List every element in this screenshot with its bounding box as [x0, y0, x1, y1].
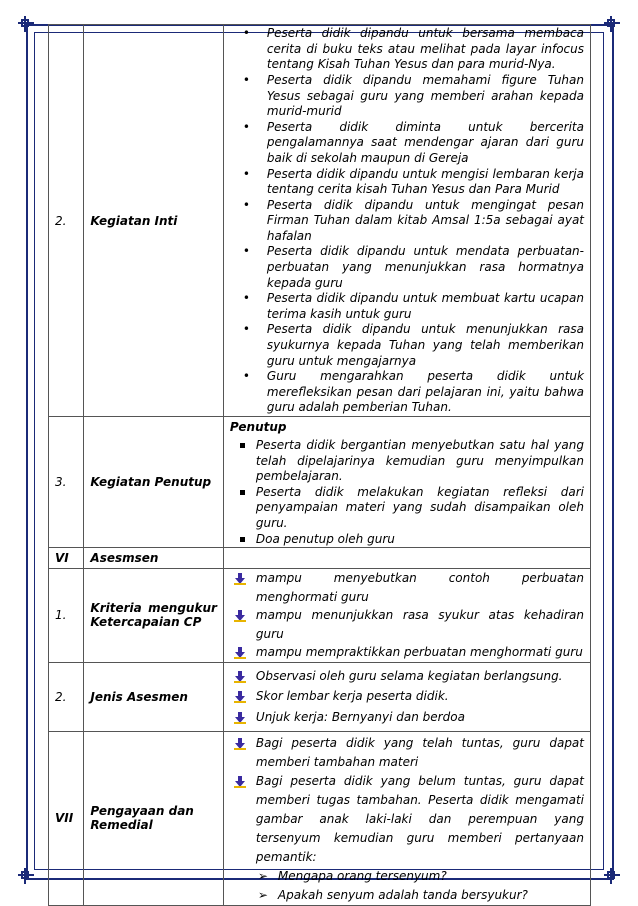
bullet-arrow-icon: [234, 646, 246, 658]
list-item: [230, 120, 584, 167]
corner-ornament: [18, 868, 34, 884]
list-item: [230, 606, 584, 643]
bullet-dot-icon: •: [242, 26, 250, 41]
list-item-text: Observasi oleh guru selama kegiatan berlangsung.: [255, 668, 563, 683]
list-item: [230, 569, 584, 606]
list-item-text: Peserta didik dipandu untuk mengisi lembaran kerja tentang cerita kisah Tuhan Yesus dan Para Murid: [266, 166, 584, 197]
row-kegiatan-penutup: [49, 417, 591, 548]
list-item: [230, 322, 584, 369]
list-item: [230, 198, 584, 245]
kriteria-list: [230, 569, 584, 662]
list-item: [230, 532, 584, 548]
list-item: [230, 438, 584, 485]
bullet-square-icon: [240, 537, 245, 542]
kegiatan-inti-list: [230, 26, 584, 416]
row-number: VII: [49, 731, 84, 905]
list-item-text: Peserta didik dipandu untuk menunjukkan rasa syukurnya kepada Tuhan yang telah memberikan guru untuk mengajarnya: [266, 322, 584, 368]
list-item: [230, 734, 584, 772]
bullet-square-icon: [240, 443, 245, 448]
row-label: Kegiatan Penutup: [84, 417, 224, 548]
corner-ornament: [18, 16, 34, 32]
row-label: Jenis Asesmen: [84, 662, 224, 731]
row-kegiatan-inti: [49, 25, 591, 417]
pertanyaan-pemantik-list: [230, 867, 584, 905]
bullet-arrow-icon: [234, 775, 246, 787]
bullet-arrow-icon: [234, 710, 246, 722]
list-item: [230, 686, 584, 707]
bullet-dot-icon: •: [242, 166, 250, 181]
corner-ornament: [604, 868, 620, 884]
list-item-text: Peserta didik bergantian menyebutkan satu hal yang telah dipelajarinya kemudian guru menyimpulkan pembelajaran.: [255, 438, 584, 484]
bullet-arrow-icon: [234, 737, 246, 749]
list-item-text: Peserta didik dipandu untuk bersama membaca cerita di buku teks atau melihat pada layar infocus tentang Kisah Tuhan Yesus dan para murid-Nya.: [266, 26, 584, 72]
bullet-dot-icon: •: [242, 322, 250, 337]
list-item-text: Peserta didik dipandu untuk membuat kartu ucapan terima kasih untuk guru: [266, 291, 584, 321]
list-item-text: Peserta didik dipandu untuk mendata perbuatan-perbuatan yang menunjukkan rasa hormatnya kepada guru: [266, 244, 584, 290]
list-item-text: Unjuk kerja: Bernyanyi dan berdoa: [255, 709, 465, 724]
bullet-arrow-icon: [234, 669, 246, 681]
bullet-dot-icon: •: [242, 197, 250, 212]
corner-ornament: [604, 16, 620, 32]
row-number: 1.: [49, 569, 84, 663]
row-label: Pengayaan dan Remedial: [84, 731, 224, 905]
list-item-text: mampu menunjukkan rasa syukur atas kehadiran guru: [255, 608, 584, 641]
row-label: Kegiatan Inti: [84, 25, 224, 417]
row-asesmen: [49, 548, 591, 569]
list-item-text: Peserta didik melakukan kegiatan refleksi dari penyampaian materi yang sudah disampaikan oleh guru.: [255, 484, 584, 530]
bullet-dot-icon: •: [242, 244, 250, 259]
list-item: [230, 167, 584, 198]
row-number: 2.: [49, 25, 84, 417]
list-item: [230, 73, 584, 120]
row-label: Kriteria mengukur Ketercapaian CP: [84, 569, 224, 663]
bullet-arrow-icon: [234, 689, 246, 701]
bullet-square-icon: [240, 490, 245, 495]
list-item: [230, 707, 584, 728]
kegiatan-penutup-list: [230, 438, 584, 547]
list-item: [230, 867, 584, 886]
list-item-text: Doa penutup oleh guru: [255, 531, 395, 546]
list-item: [230, 291, 584, 322]
row-number: VI: [49, 548, 84, 569]
list-item-text: Peserta didik dipandu memahami figure Tuhan Yesus sebagai guru yang memberi arahan kepada murid-murid: [266, 72, 584, 119]
bullet-chevron-icon: ➢: [257, 868, 268, 883]
row-kriteria: [49, 569, 591, 663]
list-item-text: Apakah senyum adalah tanda bersyukur?: [277, 887, 528, 902]
list-item-text: Peserta didik diminta untuk bercerita pengalamannya saat mendengar ajaran dari guru baik di sekolah maupun di Gereja: [266, 119, 584, 165]
bullet-arrow-icon: [234, 572, 246, 584]
list-item-text: Peserta didik dipandu untuk mengingat pesan Firman Tuhan dalam kitab Amsal 1:5a sebagai ayat hafalan: [266, 197, 584, 243]
list-item-text: Guru mengarahkan peserta didik untuk merefleksikan pesan dari pelajaran ini, yaitu bahwa guru adalah pemberian Tuhan.: [266, 369, 584, 415]
bullet-dot-icon: •: [242, 291, 250, 306]
section-heading: Penutup: [229, 420, 287, 434]
list-item: [230, 244, 584, 291]
list-item-text: Mengapa orang tersenyum?: [277, 868, 447, 883]
pengayaan-list: [230, 734, 584, 867]
list-item: [230, 26, 584, 73]
list-item: [230, 369, 584, 416]
list-item-text: mampu mempraktikkan perbuatan menghormati guru: [255, 645, 583, 660]
lesson-plan-table: [48, 24, 591, 906]
list-item: [230, 666, 584, 687]
jenis-asesmen-list: [230, 666, 584, 728]
bullet-chevron-icon: ➢: [257, 887, 268, 902]
list-item-text: mampu menyebutkan contoh perbuatan menghormati guru: [255, 571, 584, 604]
bullet-dot-icon: •: [242, 72, 250, 87]
row-label: Asesmsen: [84, 548, 224, 569]
list-item-text: Skor lembar kerja peserta didik.: [255, 689, 449, 704]
list-item: [230, 772, 584, 867]
bullet-arrow-icon: [234, 609, 246, 621]
list-item: [230, 485, 584, 532]
row-jenis-asesmen: [49, 662, 591, 731]
row-number: 2.: [49, 662, 84, 731]
row-number: 3.: [49, 417, 84, 548]
bullet-dot-icon: •: [242, 119, 250, 134]
bullet-dot-icon: •: [242, 369, 250, 384]
list-item-text: Bagi peserta didik yang belum tuntas, guru dapat memberi tugas tambahan. Peserta didik mengamati gambar anak laki-laki dan perempuan yang tersenyum kemudian guru memberi pertanyaan pemantik:: [255, 773, 584, 864]
list-item: [230, 643, 584, 662]
list-item-text: Bagi peserta didik yang telah tuntas, guru dapat memberi tambahan materi: [255, 735, 584, 769]
row-pengayaan: [49, 731, 591, 905]
